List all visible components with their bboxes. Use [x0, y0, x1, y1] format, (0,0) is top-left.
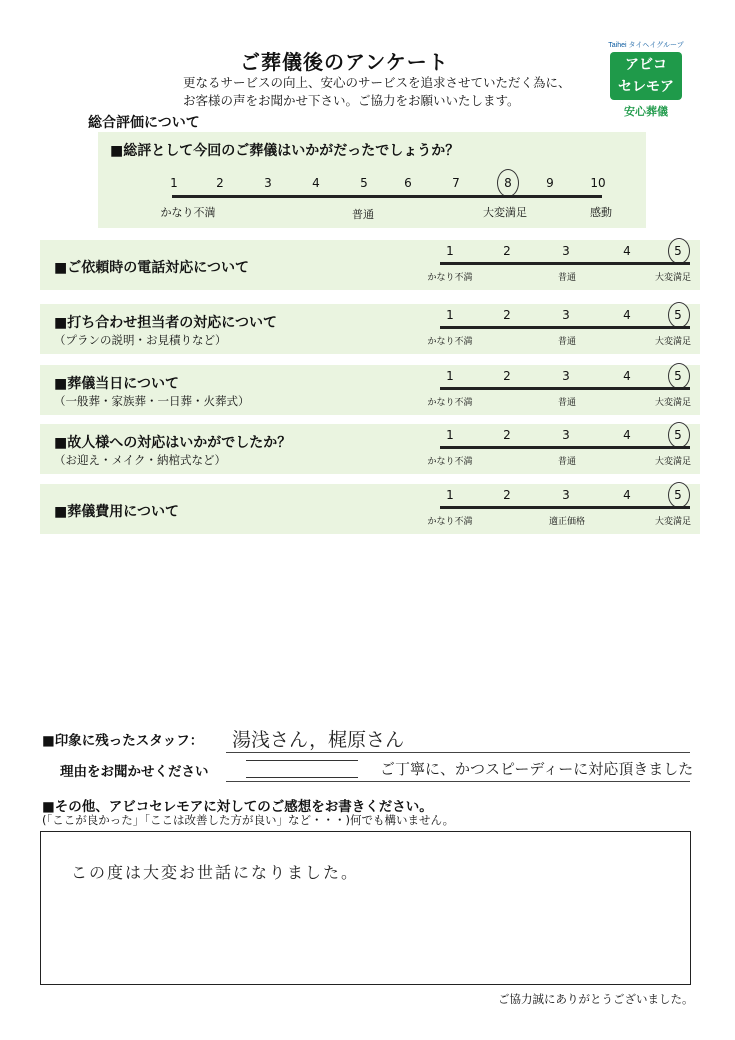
rating-score-4[interactable]: 4: [623, 428, 631, 442]
rating-label-mid: 普通: [557, 337, 577, 347]
rating-subtext: （プランの説明・お見積りなど）: [54, 333, 227, 347]
logo-group-name: Taihei タイヘイグループ: [608, 42, 684, 49]
intro-line-1: 更なるサービスの向上、安心のサービスを追求させていただく為に、: [183, 75, 571, 90]
intro-text: [183, 74, 571, 110]
rating-score-1[interactable]: 1: [446, 308, 454, 322]
comment-box[interactable]: [40, 831, 691, 985]
rating-score-5[interactable]: 5: [674, 369, 682, 383]
staff-underline: [226, 752, 690, 753]
overall-score-8[interactable]: 8: [504, 176, 512, 190]
rating-question: ■打ち合わせ担当者の対応について: [54, 315, 277, 331]
company-logo: [600, 40, 692, 130]
rating-score-2[interactable]: 2: [503, 244, 511, 258]
rating-label-high: 大変満足: [654, 398, 692, 408]
rating-score-3[interactable]: 3: [562, 428, 570, 442]
rating-label-high: 大変満足: [654, 457, 692, 467]
rating-question: ■葬儀費用について: [54, 504, 179, 520]
rating-scale-line: [440, 446, 690, 449]
rating-subtext: （お迎え・メイク・納棺式など）: [54, 453, 227, 467]
rating-score-1[interactable]: 1: [446, 369, 454, 383]
selected-score-circle: [497, 169, 519, 197]
selected-score-circle: [668, 238, 690, 264]
rating-score-4[interactable]: 4: [623, 369, 631, 383]
rating-row-4: [40, 424, 700, 474]
reason-answer[interactable]: ご丁寧に、かつスピーディーに対応頂きました: [380, 760, 694, 778]
rating-score-3[interactable]: 3: [562, 488, 570, 502]
rating-score-2[interactable]: 2: [503, 428, 511, 442]
rating-score-2[interactable]: 2: [503, 369, 511, 383]
rating-label-mid: 普通: [557, 273, 577, 283]
rating-label-low: かなり不満: [427, 273, 473, 283]
rating-label-mid: 適正価格: [548, 517, 586, 527]
staff-label: ■印象に残ったスタッフ：: [42, 733, 204, 749]
overall-rating-panel: [98, 132, 646, 228]
page-title: ご葬儀後のアンケート: [240, 50, 449, 74]
selected-score-circle: [668, 422, 690, 448]
rating-score-3[interactable]: 3: [562, 308, 570, 322]
overall-label-low: かなり不満: [160, 206, 216, 219]
logo-line-2: セレモア: [618, 79, 674, 95]
rating-score-3[interactable]: 3: [562, 244, 570, 258]
logo-tagline: 安心葬儀: [624, 105, 668, 118]
selected-score-circle: [668, 363, 690, 389]
staff-answer[interactable]: 湯浅さん，梶原さん: [232, 729, 405, 751]
rating-question: ■葬儀当日について: [54, 376, 179, 392]
rating-label-low: かなり不満: [427, 457, 473, 467]
rating-subtext: （一般葬・家族葬・一日葬・火葬式）: [54, 394, 250, 408]
reason-label: 理由をお聞かせください: [60, 764, 209, 780]
rating-score-2[interactable]: 2: [503, 488, 511, 502]
rating-label-low: かなり不満: [427, 398, 473, 408]
rating-score-5[interactable]: 5: [674, 488, 682, 502]
rating-score-5[interactable]: 5: [674, 308, 682, 322]
rating-label-mid: 普通: [557, 457, 577, 467]
overall-score-4[interactable]: 4: [312, 176, 320, 190]
rating-score-1[interactable]: 1: [446, 244, 454, 258]
selected-score-circle: [668, 302, 690, 328]
section-title-overall: 総合評価について: [88, 115, 200, 131]
rating-question: ■ご依頼時の電話対応について: [54, 260, 249, 276]
closing-text: ご協力誠にありがとうございました。: [498, 992, 694, 1006]
rating-row-1: [40, 240, 700, 290]
rating-score-5[interactable]: 5: [674, 428, 682, 442]
rating-score-5[interactable]: 5: [674, 244, 682, 258]
overall-label-high: 大変満足: [483, 206, 527, 219]
rating-label-high: 大変満足: [654, 337, 692, 347]
comment-text: この度は大変お世話になりました。: [71, 863, 360, 882]
rating-question: ■故人様への対応はいかがでしたか？: [54, 435, 292, 451]
rating-score-1[interactable]: 1: [446, 428, 454, 442]
rating-label-mid: 普通: [557, 398, 577, 408]
rating-scale-line: [440, 262, 690, 265]
rating-label-high: 大変満足: [654, 273, 692, 283]
rating-score-4[interactable]: 4: [623, 244, 631, 258]
overall-score-1[interactable]: 1: [170, 176, 178, 190]
struck-out-text: [246, 760, 358, 778]
overall-label-mid: 普通: [352, 208, 374, 221]
rating-label-high: 大変満足: [654, 517, 692, 527]
rating-label-low: かなり不満: [427, 517, 473, 527]
intro-line-2: お客様の声をお聞かせ下さい。ご協力をお願いいたします。: [183, 93, 520, 108]
overall-score-10[interactable]: 10: [590, 176, 606, 190]
rating-row-2: [40, 304, 700, 354]
overall-question: ■総評として今回のご葬儀はいかがだったでしょうか？: [110, 143, 460, 159]
overall-scale-line: [172, 195, 602, 198]
selected-score-circle: [668, 482, 690, 508]
overall-label-top: 感動: [590, 206, 612, 219]
rating-row-5: [40, 484, 700, 534]
rating-score-3[interactable]: 3: [562, 369, 570, 383]
rating-score-2[interactable]: 2: [503, 308, 511, 322]
overall-score-2[interactable]: 2: [216, 176, 224, 190]
overall-score-5[interactable]: 5: [360, 176, 368, 190]
other-sub: (「ここが良かった」「ここは改善した方が良い」など・・・)何でも構いません。: [42, 813, 455, 827]
rating-scale-line: [440, 506, 690, 509]
reason-underline: [226, 781, 690, 782]
rating-label-low: かなり不満: [427, 337, 473, 347]
overall-score-3[interactable]: 3: [264, 176, 272, 190]
overall-score-9[interactable]: 9: [546, 176, 554, 190]
rating-scale-line: [440, 387, 690, 390]
rating-scale-line: [440, 326, 690, 329]
overall-score-7[interactable]: 7: [452, 176, 460, 190]
rating-row-3: [40, 365, 700, 415]
rating-score-4[interactable]: 4: [623, 488, 631, 502]
rating-score-4[interactable]: 4: [623, 308, 631, 322]
other-label: ■その他、アビコセレモアに対してのご感想をお書きください。: [42, 799, 433, 815]
rating-score-1[interactable]: 1: [446, 488, 454, 502]
logo-mark: [610, 52, 682, 100]
logo-line-1: アビコ: [625, 57, 667, 73]
overall-score-6[interactable]: 6: [404, 176, 412, 190]
